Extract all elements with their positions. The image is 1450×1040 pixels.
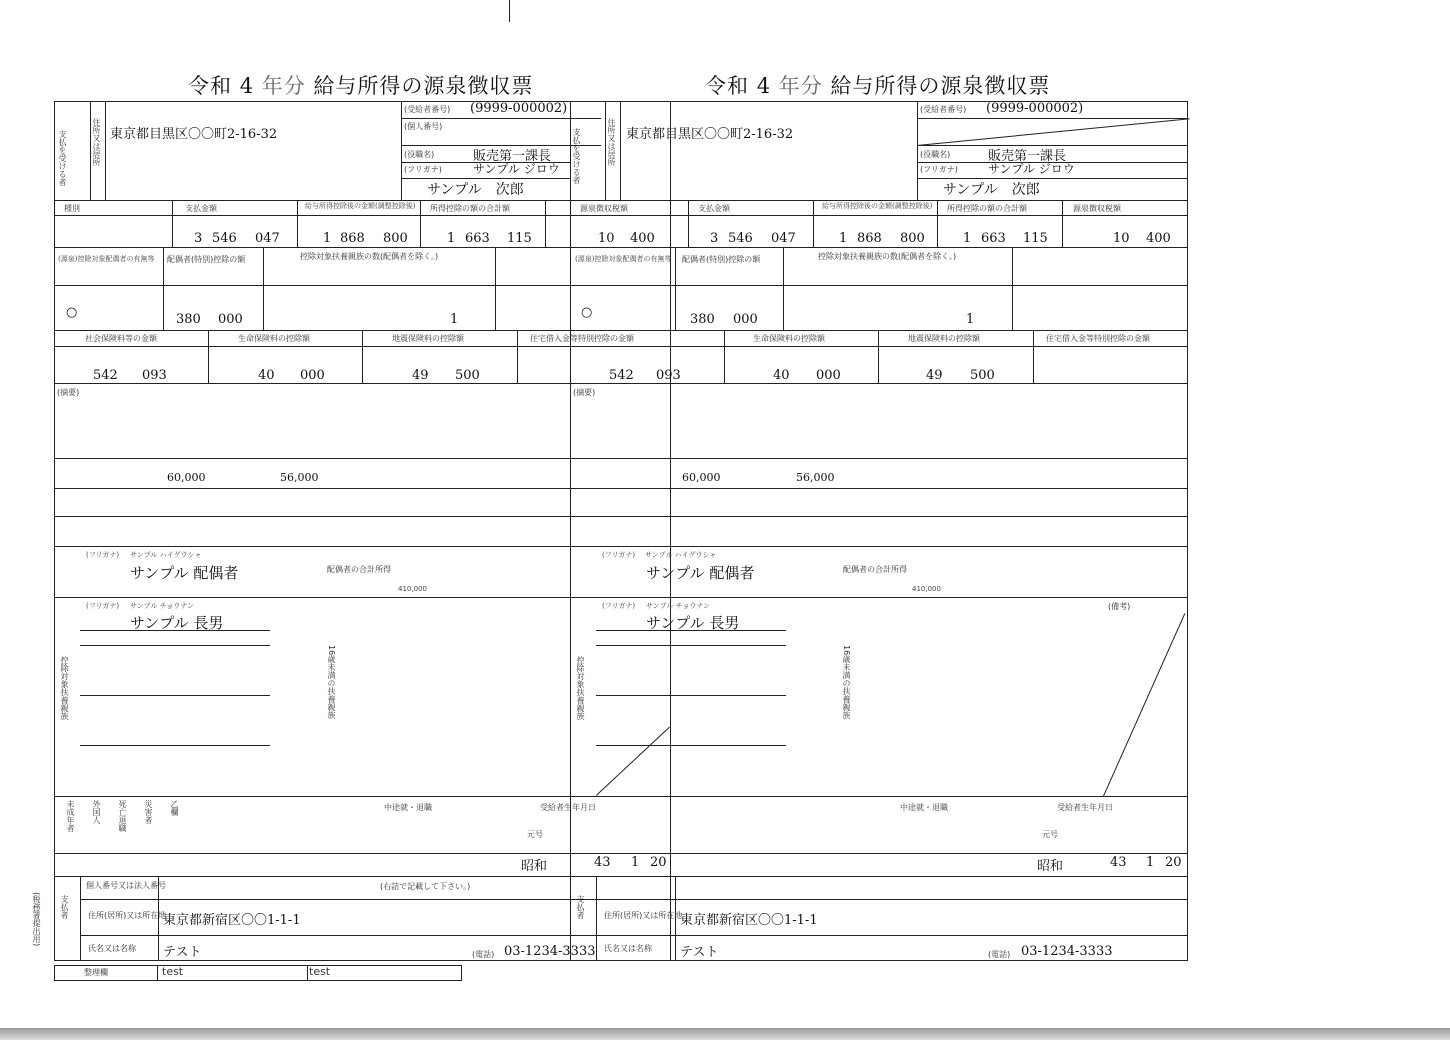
remarks-label: (摘要) (573, 388, 596, 397)
quake-ins-value-1: 49 (412, 368, 429, 383)
spouse-income-value: 410,000 (912, 585, 941, 593)
recipient-no-label: (受給者番号) (404, 105, 451, 114)
title-name: 給与所得の源泉徴収票 (830, 74, 1051, 98)
mid-job-label: 中途就・退職 (900, 803, 948, 812)
col-line (401, 101, 402, 200)
col-line (937, 200, 938, 247)
social-ins-value-2: 093 (656, 368, 681, 383)
col-line (208, 330, 209, 383)
social-ins-value-1: 542 (93, 368, 118, 383)
deduction-value-2: 663 (465, 231, 490, 246)
otsu-label: 乙欄 (170, 800, 179, 816)
col-line (420, 200, 421, 247)
row-line (54, 200, 1188, 201)
title-era: 令和 (705, 74, 749, 98)
tel-label: (電話) (988, 950, 1011, 959)
payer-address: 東京都新宿区〇〇1-1-1 (163, 913, 301, 928)
after-ded-value-1: 1 (839, 231, 848, 246)
remarks-label: (摘要) (57, 388, 80, 397)
spouse-ded-value-1: 380 (176, 312, 201, 327)
spouse-kana: サンプル ハイグウシャ (645, 551, 717, 559)
spouse-mark: ○ (66, 305, 78, 320)
row-line (401, 118, 601, 119)
deduction-value-1: 1 (447, 231, 456, 246)
col-line (362, 330, 363, 383)
row-line (54, 488, 1188, 489)
spouse-name: サンプル 配偶者 (130, 564, 239, 582)
birth-month: 1 (1146, 855, 1155, 870)
payer-name-label: 氏名又は名称 (604, 944, 652, 953)
row-line (54, 383, 1188, 384)
minor-label: 未成年者 (66, 800, 75, 832)
payer-addr-label: 住所(居所)又は所在地 (88, 911, 167, 920)
birth-era: 昭和 (1037, 859, 1064, 874)
withholding-value-1: 10 (1113, 231, 1130, 246)
row-line (80, 630, 270, 631)
new-life-value: 60,000 (682, 471, 721, 484)
payer-addr-label: 住所(居所)又は所在地 (604, 911, 683, 920)
position-label: (役職名) (404, 150, 435, 159)
col-line (297, 200, 298, 247)
col-line (724, 330, 725, 383)
col-line (1033, 330, 1034, 383)
payer-tel: 03-1234-3333 (504, 944, 596, 959)
withholding-label: 源泉徴収税額 (580, 204, 628, 213)
col-line (688, 200, 689, 247)
notes-label: (備考) (1108, 602, 1131, 611)
old-life-value: 56,000 (796, 471, 835, 484)
social-ins-value-1: 542 (609, 368, 634, 383)
deduction-value-3: 115 (507, 231, 532, 246)
payment-label: 支払金額 (698, 204, 730, 213)
row-line (54, 458, 1188, 459)
old-life-value: 56,000 (280, 471, 319, 484)
payer-name: テスト (680, 945, 719, 960)
after-deduction-label: 給与所得控除後の金額(調整控除後) (822, 202, 933, 210)
payment-value-1: 3 (710, 231, 719, 246)
row-line (54, 285, 1188, 286)
title-year: 4 (756, 74, 772, 98)
address-label: 住所又は居所 (92, 118, 101, 166)
quake-ins-value-2: 500 (970, 368, 995, 383)
payer-label: 支払者 (576, 895, 585, 919)
payee-name: サンプル 次郎 (427, 182, 524, 198)
kanri-box (54, 965, 462, 981)
new-life-value: 60,000 (167, 471, 206, 484)
housing-label: 住宅借入金等特別控除の金額 (530, 334, 634, 343)
col-line (605, 101, 606, 200)
col-line (620, 101, 621, 200)
col-line (163, 247, 164, 330)
col-line (157, 965, 158, 981)
title-year: 4 (239, 74, 255, 98)
payer-no-label: 個人番号又は法人番号 (86, 881, 166, 890)
birth-month: 1 (631, 855, 640, 870)
dependents-other: 1 (450, 312, 459, 327)
withholding-value-2: 400 (630, 231, 655, 246)
withholding-label: 源泉徴収税額 (1073, 204, 1121, 213)
life-ins-value-1: 40 (258, 368, 275, 383)
life-ins-value-1: 40 (773, 368, 790, 383)
col-line (878, 330, 879, 383)
row-line (54, 597, 1188, 598)
row-line (80, 899, 1188, 900)
after-ded-value-3: 800 (900, 231, 925, 246)
under16-label: 16歳未満の扶養親族 (327, 645, 336, 720)
row-line (54, 247, 1188, 248)
social-ins-value-2: 093 (142, 368, 167, 383)
recipient-no: (9999-000002) (986, 101, 1084, 116)
after-ded-value-3: 800 (383, 231, 408, 246)
life-ins-value-2: 000 (816, 368, 841, 383)
kanri-value-b: test (309, 965, 331, 978)
withholding-value-1: 10 (598, 231, 615, 246)
personal-no-label: (個人番号) (404, 122, 443, 131)
spouse-income-value: 410,000 (398, 585, 427, 593)
withholding-value-2: 400 (1146, 231, 1171, 246)
spouse-ded-value-2: 000 (733, 312, 758, 327)
quake-ins-label: 地震保険料の控除額 (908, 334, 980, 343)
payer-address: 東京都新宿区〇〇1-1-1 (680, 913, 818, 928)
col-line (495, 247, 496, 330)
row-line (596, 695, 786, 696)
spouse-kana: サンプル ハイグウシャ (130, 551, 202, 559)
title-era: 令和 (188, 74, 232, 98)
housing-label: 住宅借入金等特別控除の金額 (1046, 334, 1150, 343)
mid-job-label: 中途就・退職 (384, 803, 432, 812)
payee-label: 支払を受ける者 (572, 128, 581, 184)
disaster-label: 災害者 (144, 800, 153, 824)
child-kana: サンプル チョウナン (646, 602, 711, 610)
after-deduction-label: 給与所得控除後の金額(調整控除後) (305, 202, 416, 210)
furigana-label: (フリガナ) (86, 551, 120, 559)
birth-year: 43 (594, 855, 611, 870)
col-line (545, 200, 546, 247)
payee-kana: サンプル ジロウ (988, 162, 1075, 176)
row-line (54, 330, 1188, 331)
category-label: 種別 (64, 204, 80, 213)
payee-label: 支払を受ける者 (58, 130, 67, 186)
spouse-deduction-label: 配偶者(特別)控除の額 (167, 255, 246, 264)
payee-kana: サンプル ジロウ (473, 162, 560, 176)
row-line (54, 796, 1188, 797)
row-line (596, 645, 786, 646)
row-line (54, 346, 1188, 347)
life-ins-label: 生命保険料の控除額 (238, 334, 310, 343)
social-ins-label: 社会保険料等の金額 (85, 334, 157, 343)
window-bottom-edge (0, 1028, 1450, 1040)
title-name: 給与所得の源泉徴収票 (313, 74, 534, 98)
child-kana: サンプル チョウナン (130, 602, 195, 610)
row-line (54, 853, 1188, 854)
form-title-right (705, 70, 1050, 100)
spouse-income-label: 配偶者の合計所得 (843, 565, 907, 574)
row-line (917, 118, 1188, 119)
col-line (917, 101, 918, 200)
right-note: (右詰で記載して下さい。) (380, 882, 471, 891)
payee-address: 東京都目黒区〇〇町2-16-32 (626, 127, 794, 142)
row-line (54, 516, 1188, 517)
form-title-left (188, 70, 533, 100)
spouse-label: (源泉)控除対象配偶者の有無等 (58, 255, 155, 263)
birth-label: 受給者生年月日 (1057, 803, 1113, 812)
after-ded-value-2: 868 (340, 231, 365, 246)
payment-value-2: 546 (728, 231, 753, 246)
spouse-mark: ○ (581, 305, 593, 320)
death-label: 死亡退職 (118, 800, 127, 832)
payer-tel: 03-1234-3333 (1021, 944, 1113, 959)
spouse-name: サンプル 配偶者 (646, 564, 755, 582)
deduction-value-3: 115 (1023, 231, 1048, 246)
col-line (307, 965, 308, 981)
furigana-label: (フリガナ) (920, 165, 958, 174)
col-line (105, 101, 106, 200)
deduction-value-2: 663 (981, 231, 1006, 246)
form-frame (54, 101, 1188, 961)
recipient-no-label: (受給者番号) (920, 105, 967, 114)
furigana-label: (フリガナ) (602, 602, 636, 610)
era-col-label: 元号 (1042, 830, 1058, 839)
deduction-value-1: 1 (963, 231, 972, 246)
payment-value-1: 3 (194, 231, 203, 246)
col-line (263, 247, 264, 330)
birth-year: 43 (1110, 855, 1127, 870)
after-ded-value-2: 868 (857, 231, 882, 246)
birth-label: 受給者生年月日 (540, 803, 596, 812)
furigana-label: (フリガナ) (602, 551, 636, 559)
col-line (90, 101, 91, 200)
spouse-income-label: 配偶者の合計所得 (327, 565, 391, 574)
child-name: サンプル 長男 (130, 614, 224, 632)
quake-ins-label: 地震保険料の控除額 (392, 334, 464, 343)
era-col-label: 元号 (527, 830, 543, 839)
row-line (54, 876, 1188, 877)
position-value: 販売第一課長 (473, 149, 552, 164)
col-line (783, 247, 784, 330)
foreigner-label: 外国人 (92, 800, 101, 824)
after-ded-value-1: 1 (323, 231, 332, 246)
submit-label: (税務署提出用) (32, 892, 41, 947)
life-ins-label: 生命保険料の控除額 (753, 334, 825, 343)
col-line (517, 330, 518, 383)
col-line (675, 247, 676, 330)
under16-label: 16歳未満の扶養親族 (842, 645, 851, 720)
deduction-total-label: 所得控除の額の合計額 (947, 204, 1027, 213)
deduction-total-label: 所得控除の額の合計額 (430, 204, 510, 213)
row-line (80, 745, 270, 746)
dependents-label: 控除対象扶養親族の数(配偶者を除く。) (300, 252, 439, 261)
spouse-ded-value-1: 380 (690, 312, 715, 327)
spouse-ded-value-2: 000 (218, 312, 243, 327)
col-line (1012, 247, 1013, 330)
position-value: 販売第一課長 (988, 149, 1067, 164)
dependents-label: 控除対象扶養親族 (60, 656, 69, 720)
title-unit: 年分 (261, 74, 306, 98)
kanri-label: 整理欄 (84, 968, 108, 977)
col-line (596, 876, 597, 961)
quake-ins-value-2: 500 (455, 368, 480, 383)
spouse-label: (源泉)控除対象配偶者の有無等 (575, 255, 672, 263)
payer-label: 支払者 (60, 895, 69, 919)
payer-name: テスト (163, 945, 202, 960)
payment-value-2: 546 (212, 231, 237, 246)
col-line (80, 876, 81, 961)
furigana-label: (フリガナ) (86, 602, 120, 610)
row-line (80, 695, 270, 696)
row-line (80, 935, 1188, 936)
payment-label: 支払金額 (185, 204, 217, 213)
address-label: 住所又は居所 (607, 118, 616, 166)
payment-value-3: 047 (771, 231, 796, 246)
payer-name-label: 氏名又は名称 (88, 944, 136, 953)
payment-value-3: 047 (255, 231, 280, 246)
birth-day: 20 (1165, 855, 1182, 870)
spouse-deduction-label: 配偶者(特別)控除の額 (682, 255, 761, 264)
row-line (596, 745, 786, 746)
recipient-no: (9999-000002) (470, 101, 568, 116)
row-line (596, 630, 786, 631)
child-name: サンプル 長男 (646, 614, 740, 632)
crop-mark (509, 0, 510, 22)
life-ins-value-2: 000 (300, 368, 325, 383)
row-line (54, 546, 1188, 547)
col-line (813, 200, 814, 247)
title-unit: 年分 (778, 74, 823, 98)
kanri-value-a: test (162, 965, 184, 978)
payee-address: 東京都目黒区〇〇町2-16-32 (110, 127, 278, 142)
center-divider-2 (670, 101, 671, 961)
dependents-label: 控除対象扶養親族 (576, 656, 585, 720)
row-line (54, 215, 1188, 216)
dependents-label: 控除対象扶養親族の数(配偶者を除く。) (818, 252, 957, 261)
col-line (1062, 200, 1063, 247)
dependents-other: 1 (966, 312, 975, 327)
col-line (172, 200, 173, 247)
tel-label: (電話) (472, 950, 495, 959)
position-label: (役職名) (920, 150, 951, 159)
furigana-label: (フリガナ) (404, 165, 442, 174)
birth-day: 20 (650, 855, 667, 870)
payee-name: サンプル 次郎 (943, 182, 1040, 198)
row-line (80, 645, 270, 646)
center-divider (570, 101, 571, 961)
quake-ins-value-1: 49 (926, 368, 943, 383)
birth-era: 昭和 (521, 859, 548, 874)
